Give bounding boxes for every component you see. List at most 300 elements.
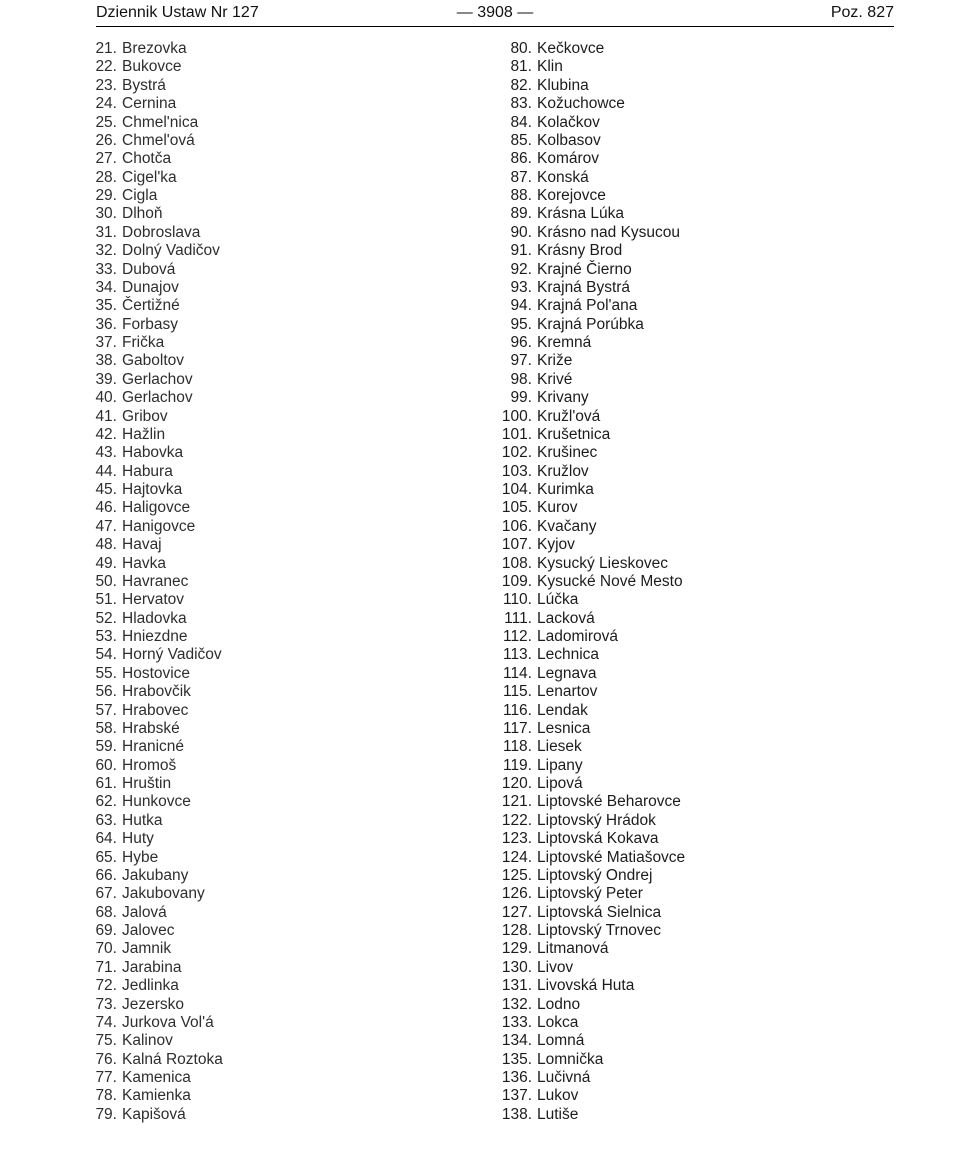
item-number: 26.: [95, 131, 117, 149]
item-number: 107.: [501, 536, 532, 554]
item-number: 71.: [95, 958, 117, 976]
item-number: 88.: [510, 187, 532, 204]
item-name: Lučivná: [537, 1069, 591, 1086]
list-item: [500, 757, 860, 775]
list-item: [94, 463, 434, 481]
item-number: 100.: [501, 407, 532, 425]
item-name: Hruštin: [122, 775, 172, 792]
list-item: [500, 150, 860, 168]
item-name: Kalná Roztoka: [122, 1050, 223, 1068]
item-number: 29.: [95, 187, 117, 204]
item-name: Kamienka: [122, 1087, 191, 1105]
item-number: 27.: [95, 150, 117, 168]
item-number: 64.: [95, 830, 117, 848]
item-number: 131.: [501, 977, 532, 995]
list-item: [94, 77, 434, 95]
list-item: [94, 426, 434, 444]
item-name: Bystrá: [122, 76, 166, 94]
list-item: [94, 628, 434, 646]
item-number: 36.: [95, 315, 117, 333]
item-number: 75.: [95, 1032, 117, 1050]
item-number: 47.: [95, 517, 117, 535]
list-item: [94, 40, 434, 58]
item-name: Jalovec: [122, 922, 175, 939]
item-number: 65.: [95, 848, 117, 866]
item-name: Gaboltov: [122, 352, 185, 370]
item-number: 69.: [95, 922, 117, 939]
item-number: 66.: [95, 866, 117, 884]
item-name: Krušinec: [537, 444, 598, 462]
item-number: 84.: [510, 113, 532, 131]
list-item: [500, 738, 860, 756]
item-name: Lúčka: [537, 591, 579, 609]
item-number: 53.: [95, 628, 117, 645]
item-name: Dobroslava: [122, 223, 201, 241]
item-name: Huty: [122, 830, 154, 848]
list-item: [94, 132, 434, 150]
list-item: [94, 224, 434, 242]
list-item: [500, 463, 860, 481]
item-name: Kurimka: [537, 481, 594, 498]
item-name: Hromoš: [122, 756, 177, 774]
list-item: [94, 775, 434, 793]
item-name: Krajná Porúbka: [537, 315, 644, 333]
item-name: Krajné Čierno: [537, 260, 632, 278]
item-number: 49.: [95, 554, 117, 572]
item-number: 92.: [510, 260, 532, 278]
item-number: 59.: [95, 738, 117, 756]
list-item: [500, 830, 860, 848]
item-number: 91.: [510, 242, 532, 260]
list-item: [94, 1014, 434, 1032]
list-item: [94, 316, 434, 334]
list-item: [500, 58, 860, 76]
item-number: 39.: [95, 370, 117, 388]
item-number: 40.: [95, 389, 117, 407]
list-item: [94, 573, 434, 591]
item-name: Lipová: [537, 775, 583, 792]
item-number: 90.: [510, 223, 532, 241]
item-name: Krásno nad Kysucou: [537, 223, 681, 241]
item-name: Bukovce: [122, 58, 182, 76]
list-item: [94, 536, 434, 554]
list-item: [500, 1032, 860, 1050]
list-item: [94, 114, 434, 132]
item-name: Gribov: [122, 407, 168, 425]
item-number: 45.: [95, 481, 117, 498]
item-number: 97.: [510, 352, 532, 370]
item-name: Komárov: [537, 150, 600, 168]
item-name: Dlhoň: [122, 205, 163, 223]
item-name: Chmel'ová: [122, 131, 195, 149]
list-item: [500, 518, 860, 536]
list-item: [94, 1069, 434, 1087]
item-name: Konská: [537, 168, 589, 186]
item-name: Kečkovce: [537, 40, 605, 57]
item-name: Krivany: [537, 389, 589, 407]
item-name: Hunkovce: [122, 793, 191, 811]
list-item: [94, 242, 434, 260]
list-item: [94, 830, 434, 848]
item-name: Chotča: [122, 150, 172, 168]
item-name: Krajná Pol'ana: [537, 297, 638, 315]
item-name: Kružlov: [537, 462, 589, 480]
item-name: Krásny Brod: [537, 242, 623, 260]
item-number: 31.: [95, 223, 117, 241]
list-item: [94, 738, 434, 756]
item-name: Liptovské Beharovce: [537, 793, 681, 811]
list-item: [500, 40, 860, 58]
item-number: 103.: [501, 462, 532, 480]
list-item: [500, 940, 860, 958]
item-name: Kružl'ová: [537, 407, 601, 425]
item-name: Kurov: [537, 499, 578, 517]
item-number: 81.: [510, 58, 532, 76]
item-number: 80.: [510, 40, 532, 57]
list-item: [500, 1087, 860, 1105]
list-item: [94, 1051, 434, 1069]
list-item: [500, 77, 860, 95]
item-name: Kapišová: [122, 1105, 186, 1123]
item-name: Čertižné: [122, 297, 180, 315]
item-name: Klin: [537, 58, 563, 76]
list-item: [94, 58, 434, 76]
list-item: [94, 702, 434, 720]
item-name: Kamenica: [122, 1069, 191, 1086]
item-number: 28.: [95, 168, 117, 186]
item-name: Hervatov: [122, 591, 185, 609]
list-item: [500, 261, 860, 279]
item-number: 62.: [95, 793, 117, 811]
item-number: 134.: [501, 1032, 532, 1050]
item-name: Lipany: [537, 756, 583, 774]
list-item: [94, 1032, 434, 1050]
list-item: [500, 720, 860, 738]
item-name: Habura: [122, 462, 173, 480]
item-name: Kremná: [537, 334, 592, 351]
item-name: Litmanová: [537, 940, 609, 958]
item-name: Jedlinka: [122, 977, 179, 995]
item-name: Krásna Lúka: [537, 205, 625, 223]
list-item: [500, 793, 860, 811]
list-item: [500, 610, 860, 628]
list-item: [500, 904, 860, 922]
item-number: 58.: [95, 719, 117, 737]
item-name: Ladomirová: [537, 628, 618, 645]
item-name: Kolbasov: [537, 131, 601, 149]
item-number: 96.: [510, 334, 532, 351]
list-item: [94, 885, 434, 903]
item-name: Brezovka: [122, 40, 187, 57]
list-item: [94, 481, 434, 499]
list-item: [94, 150, 434, 168]
item-number: 35.: [95, 297, 117, 315]
item-number: 109.: [501, 572, 532, 590]
item-number: 112.: [502, 628, 532, 645]
list-item: [500, 573, 860, 591]
item-number: 70.: [95, 940, 117, 958]
item-name: Hrabské: [122, 719, 180, 737]
item-name: Križe: [537, 352, 573, 370]
item-name: Lutiše: [537, 1105, 579, 1123]
item-name: Jamnik: [122, 940, 172, 958]
list-item: [94, 977, 434, 995]
item-name: Jalová: [122, 903, 167, 921]
item-name: Krušetnica: [537, 425, 611, 443]
item-name: Lukov: [537, 1087, 579, 1105]
item-name: Hniezdne: [122, 628, 188, 645]
item-number: 95.: [510, 315, 532, 333]
item-number: 132.: [501, 995, 532, 1013]
item-name: Livov: [537, 958, 574, 976]
item-name: Frička: [122, 334, 165, 351]
item-name: Lenartov: [537, 683, 598, 701]
list-item: [500, 499, 860, 517]
list-item: [94, 169, 434, 187]
item-number: 52.: [95, 609, 117, 627]
item-number: 74.: [95, 1013, 117, 1031]
list-item: [500, 334, 860, 352]
item-number: 82.: [510, 76, 532, 94]
list-item: [94, 187, 434, 205]
item-name: Havranec: [122, 572, 189, 590]
item-name: Jakubany: [122, 866, 189, 884]
item-number: 51.: [95, 591, 117, 609]
item-number: 42.: [95, 425, 117, 443]
item-name: Hrabovec: [122, 701, 189, 719]
item-name: Hajtovka: [122, 481, 183, 498]
item-number: 60.: [95, 756, 117, 774]
item-number: 111.: [504, 609, 532, 627]
item-number: 101.: [501, 425, 532, 443]
list-item: [500, 95, 860, 113]
item-number: 127.: [501, 903, 532, 921]
item-name: Klubina: [537, 76, 589, 94]
item-name: Haligovce: [122, 499, 191, 517]
item-name: Habovka: [122, 444, 184, 462]
item-number: 38.: [95, 352, 117, 370]
item-number: 117.: [502, 719, 532, 737]
list-item: [94, 720, 434, 738]
item-number: 30.: [95, 205, 117, 223]
item-name: Hažlin: [122, 425, 166, 443]
list-item: [94, 959, 434, 977]
list-item: [500, 922, 860, 940]
item-number: 99.: [510, 389, 532, 407]
item-name: Horný Vadičov: [122, 646, 222, 664]
item-name: Lendak: [537, 701, 588, 719]
list-item: [500, 1051, 860, 1069]
list-item: [500, 812, 860, 830]
list-item: [94, 996, 434, 1014]
list-item: [94, 665, 434, 683]
item-number: 110.: [502, 591, 532, 609]
page-header: [96, 2, 894, 27]
item-number: 133.: [501, 1013, 532, 1031]
item-number: 54.: [95, 646, 117, 664]
item-name: Forbasy: [122, 315, 178, 333]
item-number: 105.: [501, 499, 532, 517]
list-item: [500, 132, 860, 150]
list-item: [500, 444, 860, 462]
list-item: [500, 408, 860, 426]
item-number: 125.: [501, 866, 532, 884]
item-number: 46.: [95, 499, 117, 517]
item-name: Hutka: [122, 811, 163, 829]
item-number: 56.: [95, 683, 117, 701]
item-number: 94.: [510, 297, 532, 315]
item-number: 104.: [501, 481, 532, 498]
list-item: [94, 922, 434, 940]
list-item: [500, 628, 860, 646]
item-name: Jurkova Vol'á: [122, 1013, 214, 1031]
item-number: 78.: [95, 1087, 117, 1105]
item-number: 108.: [501, 554, 532, 572]
item-number: 22.: [95, 58, 117, 76]
item-name: Liptovská Sielnica: [537, 903, 662, 921]
item-number: 138.: [501, 1105, 532, 1123]
list-item: [500, 867, 860, 885]
item-name: Legnava: [537, 664, 597, 682]
list-item: [94, 757, 434, 775]
item-name: Gerlachov: [122, 370, 193, 388]
item-number: 116.: [502, 701, 532, 719]
item-number: 89.: [510, 205, 532, 223]
item-name: Livovská Huta: [537, 977, 635, 995]
list-item: [500, 536, 860, 554]
item-number: 55.: [95, 664, 117, 682]
item-number: 106.: [501, 517, 532, 535]
item-name: Chmel'nica: [122, 113, 199, 131]
list-item: [500, 169, 860, 187]
list-item: [500, 187, 860, 205]
item-number: 21.: [95, 40, 117, 57]
list-item: [94, 793, 434, 811]
page-number: — 3908 —: [456, 4, 534, 21]
item-number: 120.: [501, 775, 532, 792]
item-name: Jezersko: [122, 995, 185, 1013]
item-name: Kožuchowce: [537, 95, 625, 113]
item-number: 93.: [510, 278, 532, 296]
item-number: 79.: [95, 1105, 117, 1123]
item-name: Hranicné: [122, 738, 185, 756]
item-number: 113.: [502, 646, 532, 664]
item-name: Liptovský Hrádok: [537, 811, 656, 829]
list-item: [94, 371, 434, 389]
list-item: [94, 1106, 434, 1124]
item-name: Lomná: [537, 1032, 585, 1050]
list-item: [94, 518, 434, 536]
list-item: [500, 702, 860, 720]
item-number: 68.: [95, 903, 117, 921]
list-item: [94, 591, 434, 609]
item-name: Krivé: [537, 370, 573, 388]
item-name: Hanigovce: [122, 517, 196, 535]
list-column-right: [500, 40, 860, 1124]
item-name: Lesnica: [537, 719, 591, 737]
list-item: [94, 279, 434, 297]
list-item: [500, 297, 860, 315]
item-number: 129.: [501, 940, 532, 958]
list-item: [94, 95, 434, 113]
list-item: [500, 224, 860, 242]
item-name: Hladovka: [122, 609, 187, 627]
item-number: 33.: [95, 260, 117, 278]
item-number: 57.: [95, 701, 117, 719]
list-item: [94, 812, 434, 830]
list-item: [500, 665, 860, 683]
list-item: [500, 279, 860, 297]
list-item: [500, 242, 860, 260]
journal-title: Dziennik Ustaw Nr 127: [96, 4, 259, 21]
list-item: [94, 444, 434, 462]
item-name: Cigla: [122, 187, 158, 204]
item-name: Liptovský Ondrej: [537, 866, 653, 884]
item-number: 24.: [95, 95, 117, 113]
list-item: [500, 1106, 860, 1124]
item-name: Lechnica: [537, 646, 600, 664]
item-name: Kysucký Lieskovec: [537, 554, 668, 572]
list-item: [94, 389, 434, 407]
item-number: 73.: [95, 995, 117, 1013]
list-item: [500, 481, 860, 499]
item-number: 119.: [502, 756, 532, 774]
list-item: [94, 261, 434, 279]
item-number: 37.: [95, 334, 117, 351]
list-item: [94, 297, 434, 315]
item-name: Hrabovčik: [122, 683, 191, 701]
list-item: [94, 849, 434, 867]
item-number: 115.: [502, 683, 532, 701]
item-number: 72.: [95, 977, 117, 995]
item-name: Kysucké Nové Mesto: [537, 572, 683, 590]
list-item: [500, 352, 860, 370]
item-name: Kolačkov: [537, 113, 600, 131]
list-item: [94, 646, 434, 664]
item-name: Dunajov: [122, 278, 179, 296]
list-item: [500, 996, 860, 1014]
list-item: [94, 352, 434, 370]
item-name: Dubová: [122, 260, 176, 278]
item-number: 48.: [95, 536, 117, 554]
item-number: 118.: [502, 738, 532, 756]
item-name: Liesek: [537, 738, 582, 756]
item-name: Liptovský Trnovec: [537, 922, 662, 939]
list-item: [94, 683, 434, 701]
item-name: Lokca: [537, 1013, 579, 1031]
item-number: 135.: [501, 1050, 532, 1068]
item-number: 77.: [95, 1069, 117, 1086]
item-name: Cernina: [122, 95, 177, 113]
item-name: Liptovský Peter: [537, 885, 643, 903]
list-item: [500, 775, 860, 793]
item-number: 23.: [95, 76, 117, 94]
item-number: 121.: [501, 793, 532, 811]
list-item: [94, 904, 434, 922]
item-name: Kyjov: [537, 536, 575, 554]
item-name: Lacková: [537, 609, 595, 627]
item-number: 34.: [95, 278, 117, 296]
item-name: Jarabina: [122, 958, 182, 976]
list-item: [500, 316, 860, 334]
item-number: 122.: [501, 811, 532, 829]
list-item: [500, 205, 860, 223]
list-item: [94, 940, 434, 958]
list-item: [94, 205, 434, 223]
item-number: 98.: [510, 370, 532, 388]
item-name: Hostovice: [122, 664, 191, 682]
item-name: Liptovská Kokava: [537, 830, 659, 848]
